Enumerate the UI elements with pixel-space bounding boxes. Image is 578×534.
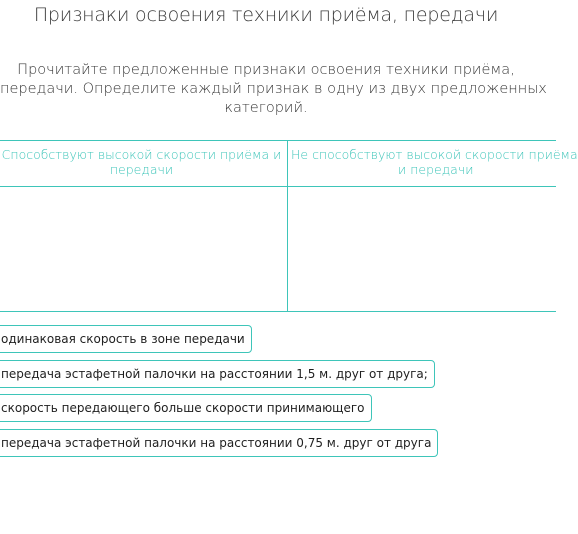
- draggable-option[interactable]: передача эстафетной палочки на расстоянии 1,5 м. друг от друга;: [0, 360, 435, 388]
- draggable-option[interactable]: передача эстафетной палочки на расстоянии 0,75 м. друг от друга: [0, 429, 438, 457]
- drop-zone-not-fast[interactable]: [288, 187, 556, 310]
- category-table: [0, 140, 578, 312]
- page-title: Признаки освоения техники приёма, передачи: [33, 4, 499, 26]
- category-header-fast: [0, 147, 287, 177]
- drop-zone-fast[interactable]: [0, 187, 287, 310]
- category-header-text: и передачи: [398, 162, 474, 177]
- category-header-row: [0, 141, 578, 187]
- category-header-not-fast: [288, 147, 578, 177]
- instructions-line: категорий.: [224, 100, 308, 116]
- category-header-text: Не способствуют высокой скорости приёма: [291, 147, 578, 162]
- instructions-line: Прочитайте предложенные признаки освоения техники приёма,: [17, 62, 515, 78]
- category-header-text: передачи: [109, 162, 174, 177]
- draggable-option[interactable]: скорость передающего больше скорости принимающего: [0, 394, 372, 422]
- category-header-text: Способствуют высокой скорости приёма и: [1, 147, 282, 162]
- instructions-line: передачи. Определите каждый признак в одну из двух предложенных: [0, 81, 547, 97]
- draggable-option[interactable]: одинаковая скорость в зоне передачи: [0, 325, 252, 353]
- instructions: [0, 61, 547, 118]
